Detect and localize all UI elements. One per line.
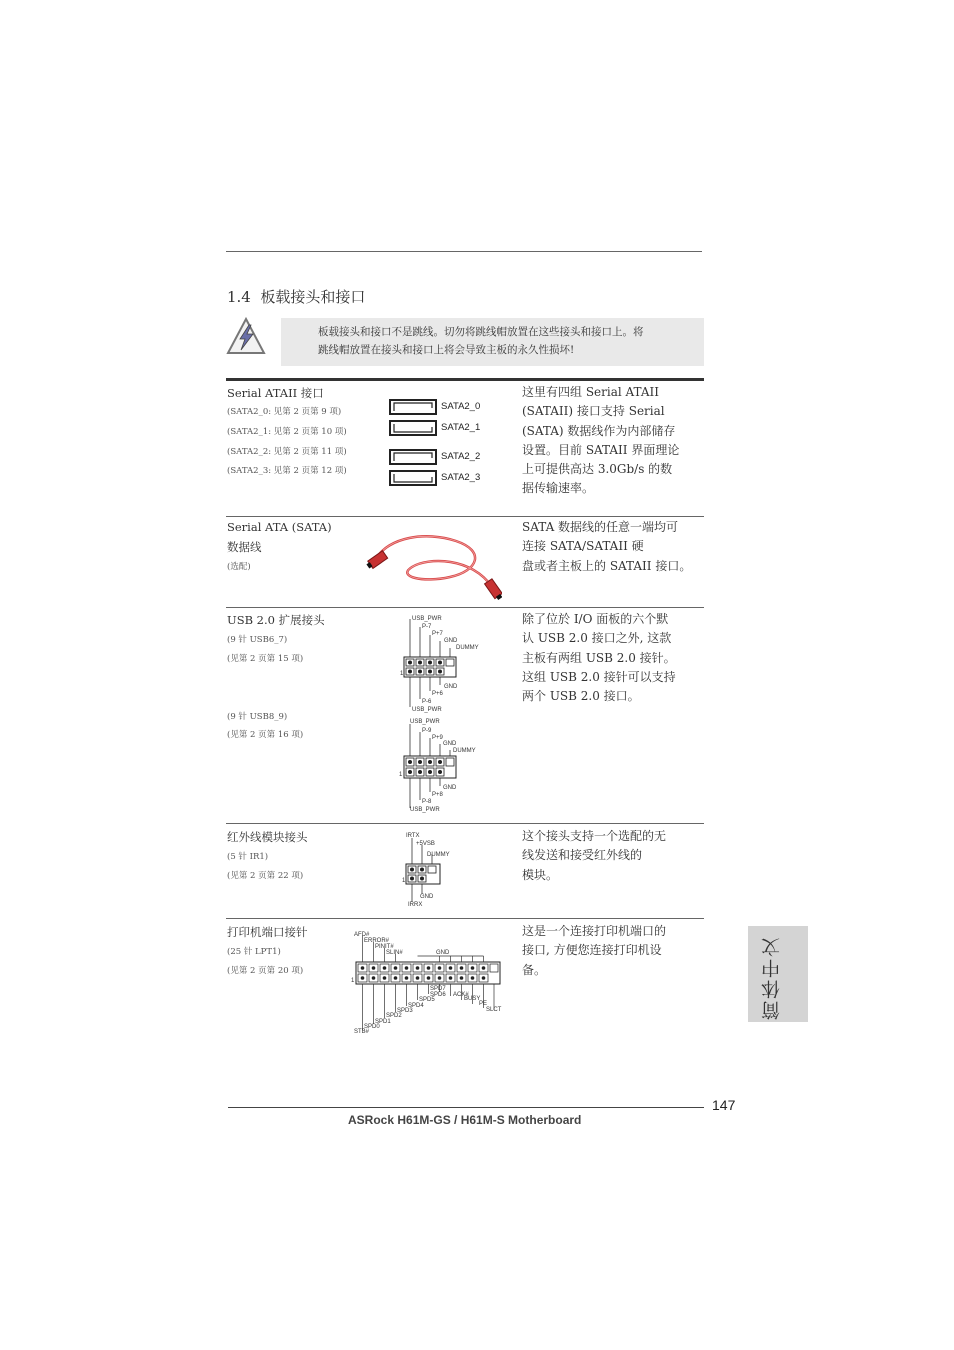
lpt-sub-2: (见第 2 页第 20 项) [227,966,304,976]
row-divider-2 [226,607,704,608]
warning-line-2: 跳线帽放置在接头和接口上将会导致主板的永久性损坏! [318,344,575,356]
sata-port-1-icon [389,420,437,436]
lpt-pin-spd4: SPD4 [408,1003,424,1009]
warning-line-1: 板载接头和接口不是跳线。切勿将跳线帽放置在这些接头和接口上。将 [318,326,644,338]
sata-port-0 [389,399,437,415]
usb-1-pin-p+6: P+6 [432,691,443,697]
language-side-tab-label: 简体中文 [761,936,783,1020]
lpt-pin-spd0: SPD0 [364,1024,380,1030]
usb-2-pin1: 1 [399,772,403,778]
sata-port-0-label: SATA2_0 [441,401,481,412]
usb-2-pin-p-9: P-9 [422,728,432,734]
usb-header-1-diagram [400,613,490,713]
lpt-pin-error: ERROR# [364,938,390,944]
row-divider-3 [226,823,704,824]
lpt-pin-spd3: SPD3 [397,1008,413,1014]
usb-1-pin1: 1 [400,671,404,677]
sata-port-1-label: SATA2_1 [441,422,481,433]
ir-pin-5vsb: +5VSB [416,841,435,847]
usb-description: 除了位於 I/O 面板的六个默 认 USB 2.0 接口之外, 这款 主板有两组 USB 2.0 接针。 这组 USB 2.0 接针可以支持 两个 USB 2.0 接口。 [522,612,676,704]
sata-port-2-label: SATA2_2 [441,451,481,462]
ir-header-diagram [400,830,470,910]
ir-description: 这个接头支持一个选配的无 线发送和接受红外线的 模块。 [522,829,667,882]
table-top-rule [226,378,704,381]
lpt-description: 这是一个连接打印机端口的 接口, 方便您连接打印机设 备。 [522,924,667,977]
usb-1-pin-usbpwr-b: USB_PWR [412,707,442,713]
sata-port-0-icon [389,399,437,415]
page-number: 147 [712,1097,736,1113]
section-title [227,286,365,307]
usb-2-pin-gnd-b: GND [443,785,457,791]
lpt-pin-ack: ACK# [453,992,469,998]
lpt-sub-1: (25 针 LPT1) [227,947,281,957]
usb-1-pin-p-7: P-7 [422,624,432,630]
lpt-pin-spd1: SPD1 [375,1019,391,1025]
lpt-pin-stb: STB# [354,1029,370,1035]
ir-pin-irtx: IRTX [406,833,420,839]
usb-1-pin-dummy: DUMMY [456,645,479,651]
usb-2-pin-dummy: DUMMY [453,748,476,754]
cable-label-2: 数据线 [227,540,262,554]
lpt-pin-busy: BUSY [464,996,481,1002]
sata-sub-0: (SATA2_0: 见第 2 页第 9 项) [227,407,342,417]
usb-2-pin-gnd: GND [443,741,457,747]
cable-description: SATA 数据线的任意一端均可 连接 SATA/SATAII 硬 盘或者主板上的 SATAII 接口。 [522,520,692,573]
ir-label: 红外线模块接头 [227,830,308,844]
sata-label: Serial ATAII 接口 [227,386,324,400]
lpt-pin1: 1 [351,978,355,984]
footer-rule [228,1107,704,1108]
lpt-pin-gnd: GND [436,950,450,956]
sata-port-1 [389,420,437,436]
row-divider-1 [226,516,704,517]
sata-sub-1: (SATA2_1: 见第 2 页第 10 项) [227,427,347,437]
usb-1-pin-gnd: GND [444,638,458,644]
sata-port-3-icon [389,470,437,486]
usb-sub-1a: (9 针 USB6_7) [227,635,288,645]
usb-2-pin-usbpwr: USB_PWR [410,719,440,725]
ir-pin-irrx: IRRX [408,902,423,908]
footer-model: ASRock H61M-GS / H61M-S Motherboard [348,1113,582,1127]
lpt-pin-spd6: SPD6 [430,992,446,998]
sata-port-2 [389,449,437,465]
ir-pin-dummy: DUMMY [427,852,450,858]
lpt-header-diagram [350,928,510,1036]
sata-port-3-label: SATA2_3 [441,472,481,483]
lpt-pin-spd5: SPD5 [419,997,435,1003]
ir-sub-1: (5 针 IR1) [227,852,269,862]
section-number: 1.4 [227,288,251,306]
top-rule [226,251,702,252]
ir-pin1: 1 [402,878,406,884]
cable-label-1: Serial ATA (SATA) [227,520,332,534]
usb-sub-1b: (见第 2 页第 15 项) [227,654,304,664]
sata-sub-3: (SATA2_3: 见第 2 页第 12 项) [227,466,347,476]
lpt-pin-spd7: SPD7 [430,986,446,992]
lpt-pin-slin: SLIN# [386,950,403,956]
usb-2-pin-usbpwr-b: USB_PWR [410,807,440,813]
usb-1-pin-p-6: P-6 [422,699,432,705]
lpt-pin-pinit: PINIT# [375,944,394,950]
usb-header-2-diagram [398,716,488,816]
lpt-pin-slct: SLCT [486,1007,502,1013]
warning-icon [226,317,266,355]
ir-pin-gnd: GND [420,894,434,900]
usb-label: USB 2.0 扩展接头 [227,613,325,627]
sata-port-2-icon [389,449,437,465]
section-heading: 板载接头和接口 [260,288,366,306]
usb-sub-2b: (见第 2 页第 16 项) [227,730,304,740]
warning-text [318,323,698,359]
lpt-pin-spd2: SPD2 [386,1013,402,1019]
sata-sub-2: (SATA2_2: 见第 2 页第 11 项) [227,447,347,457]
usb-2-pin-p-8: P-8 [422,799,432,805]
usb-1-pin-p+7: P+7 [432,631,443,637]
usb-sub-2a: (9 针 USB8_9) [227,712,288,722]
lpt-pin-afd: AFD# [354,932,370,938]
lpt-pin-pe: PE [479,1001,488,1007]
usb-1-pin-usbpwr: USB_PWR [412,616,442,622]
usb-2-pin-p+8: P+8 [432,792,443,798]
ir-sub-2: (见第 2 页第 22 项) [227,871,304,881]
sata-description: 这里有四组 Serial ATAII (SATAII) 接口支持 Serial (SATA) 数据线作为内部储存 设置。目前 SATAII 界面理论 上可提供高达 3.0Gb/s 的数 据传输速率。 [522,385,680,496]
usb-1-pin-gnd-b: GND [444,684,458,690]
cable-sub: (选配) [227,562,251,572]
sata-port-3 [389,470,437,486]
sata-cable-image [366,527,502,603]
lpt-label: 打印机端口接针 [227,925,308,939]
row-divider-4 [226,918,704,919]
usb-2-pin-p+9: P+9 [432,735,443,741]
